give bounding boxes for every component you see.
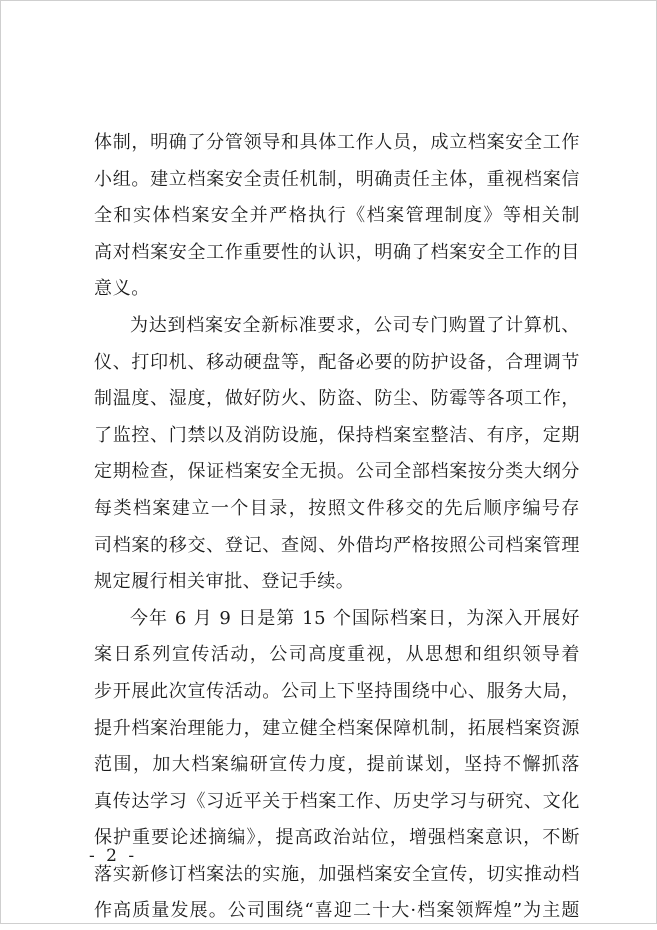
text-line: 规定履行相关审批、登记手续。 [94,571,355,593]
text-line: 了监控、门禁以及消防设施，保持档案室整洁、有序，定期 [94,424,580,446]
text-line: 保护重要论述摘编》，提高政治站位，增强档案意识，不断 [94,827,580,849]
text-line: 小组。建立档案安全责任机制，明确责任主体，重视档案信 [94,168,580,190]
text-line: 定期检查，保证档案安全无损。公司全部档案按分类大纲分 [94,461,580,483]
text-line: 真传达学习《习近平关于档案工作、历史学习与研究、文化 [94,790,580,812]
text-line: 司档案的移交、登记、查阅、外借均严格按照公司档案管理 [94,534,580,556]
page-number: - 2 - [89,846,138,866]
text-line: 案日系列宣传活动，公司高度重视，从思想和组织领导着 [94,644,580,666]
text-line: 仪、打印机、移动硬盘等，配备必要的防护设备，合理调节 [94,351,580,373]
text-line: 高对档案安全工作重要性的认识，明确了档案安全工作的目 [94,241,580,263]
text-line: 今年 6 月 9 日是第 15 个国际档案日，为深入开展好 [130,607,580,629]
text-line: 每类档案建立一个目录，按照文件移交的先后顺序编号存 [94,497,580,519]
document-body [94,125,580,930]
text-line: 意义。 [94,278,150,300]
text-line: 提升档案治理能力，建立健全档案保障机制，拓展档案资源 [94,717,580,739]
text-line: 步开展此次宣传活动。公司上下坚持围绕中心、服务大局， [94,680,580,702]
text-line: 范围，加大档案编研宣传力度，提前谋划，坚持不懈抓落 [94,754,580,776]
text-line: 为达到档案安全新标准要求，公司专门购置了计算机、 [130,314,580,336]
text-line: 制温度、湿度，做好防火、防盗、防尘、防霉等各项工作， [94,388,580,410]
text-line: 落实新修订档案法的实施，加强档案安全宣传，切实推动档 [94,863,580,885]
text-line: 全和实体档案安全并严格执行《档案管理制度》等相关制 [94,205,580,227]
text-line: 体制，明确了分管领导和具体工作人员，成立档案安全工作 [94,132,580,153]
text-line: 作高质量发展。公司围绕“喜迎二十大·档案领辉煌”为主题 [94,900,580,922]
